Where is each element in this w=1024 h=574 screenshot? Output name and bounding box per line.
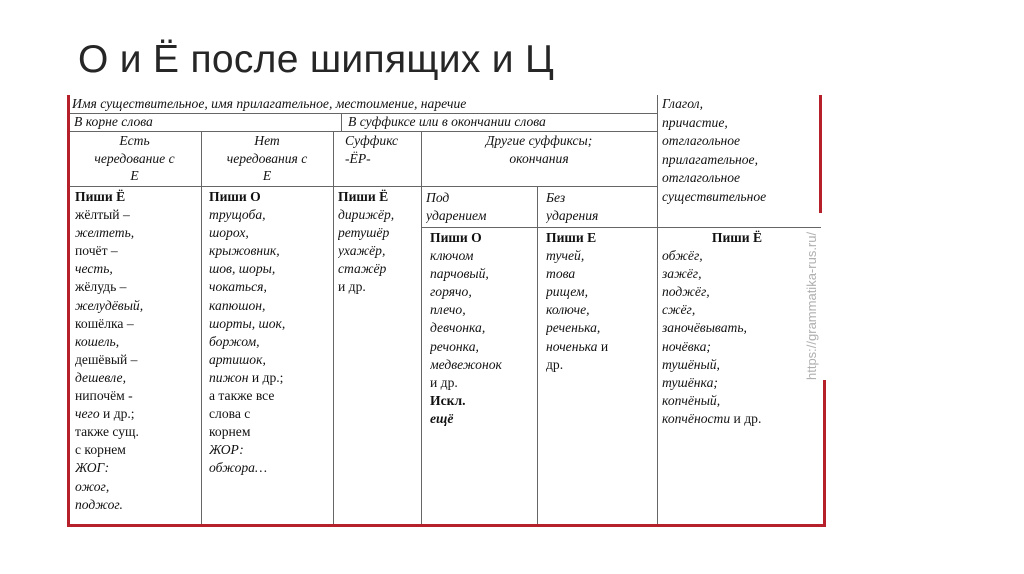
word-line	[430, 338, 537, 356]
grid-line	[333, 131, 334, 525]
word-line	[75, 188, 200, 206]
word-text: дешёвый –	[75, 351, 138, 367]
word-text: ноченька	[546, 338, 598, 354]
word-text: трущоба,	[209, 207, 266, 223]
word-line	[75, 206, 200, 224]
word-text: речонка,	[430, 338, 479, 354]
word-line	[75, 260, 200, 278]
word-text: жёлудь –	[75, 279, 127, 295]
word-text: колюче,	[546, 302, 590, 318]
word-line	[75, 333, 200, 351]
word-text: пижон	[209, 369, 249, 385]
header-stressed: Под ударением	[426, 190, 487, 223]
word-text: девчонка,	[430, 320, 486, 336]
word-line	[338, 206, 421, 224]
word-line	[662, 410, 812, 428]
grid-line	[201, 131, 202, 525]
header-suffix-ending: В суффиксе или в окончании слова	[348, 114, 546, 129]
word-line	[75, 405, 200, 423]
grid-line	[68, 131, 657, 132]
word-line	[75, 278, 200, 296]
red-border-bottom	[67, 524, 826, 527]
word-line	[338, 260, 421, 278]
word-text: шорты, шок,	[209, 315, 286, 331]
word-text: Пиши Ё	[75, 189, 126, 204]
word-text: ночёвка;	[662, 338, 711, 354]
word-line	[209, 242, 333, 260]
column-unstressed-e	[546, 229, 656, 374]
grid-line	[341, 113, 342, 131]
word-text: поджёг,	[662, 284, 710, 300]
word-text: др.	[546, 356, 564, 372]
word-line	[75, 315, 200, 333]
word-line	[430, 374, 537, 392]
word-text: чокаться,	[209, 279, 267, 295]
word-line	[209, 297, 333, 315]
word-line	[662, 247, 812, 265]
header-noun-adj: Имя существительное, имя прилагательное, местоимение, наречие	[72, 96, 467, 111]
header-no-alternation: Нет чередования с Е	[226, 133, 308, 183]
grid-line	[68, 113, 657, 114]
word-text: заночёвывать,	[662, 320, 747, 336]
word-text: кошёлка –	[75, 315, 134, 331]
word-line	[75, 496, 200, 514]
word-line	[209, 459, 333, 477]
word-text: слова с	[209, 406, 251, 422]
word-line	[209, 260, 333, 278]
word-line	[430, 229, 537, 247]
word-text: Пиши Ё	[711, 230, 763, 245]
grid-line	[537, 186, 538, 525]
word-text: тушёнка;	[662, 374, 718, 390]
word-text: также сущ.	[75, 424, 139, 440]
word-line	[209, 188, 333, 206]
word-text: почёт –	[75, 243, 118, 259]
red-border-left	[67, 95, 70, 527]
red-border-right-bottom	[823, 380, 826, 527]
word-text: шорох,	[209, 225, 249, 241]
word-line	[546, 247, 656, 265]
word-text: и др.	[730, 410, 762, 426]
word-line	[338, 224, 421, 242]
word-line	[209, 315, 333, 333]
word-line	[209, 423, 333, 441]
word-line	[75, 242, 200, 260]
word-line	[546, 265, 656, 283]
word-text: тучей,	[546, 248, 585, 264]
word-text: ретушёр	[338, 225, 390, 241]
word-text: обжёг,	[662, 248, 703, 264]
word-line	[430, 301, 537, 319]
word-text: Пиши Е	[546, 230, 597, 245]
word-line	[209, 224, 333, 242]
word-text: боржом,	[209, 333, 260, 349]
word-line	[209, 206, 333, 224]
header-other-suffixes: Другие суффиксы; окончания	[485, 133, 593, 166]
word-line	[209, 387, 333, 405]
word-text: нипочём -	[75, 388, 133, 404]
column-alternation-e	[75, 188, 200, 514]
word-text: и др.;	[99, 406, 135, 422]
word-text: и др.	[338, 279, 366, 295]
word-line	[546, 338, 656, 356]
word-text: обжора…	[209, 460, 268, 476]
red-border-right-top	[819, 95, 822, 213]
word-text: ключом	[430, 248, 474, 264]
header-unstressed: Без ударения	[546, 190, 599, 223]
word-text: тушёный,	[662, 356, 720, 372]
word-line	[662, 319, 812, 337]
word-line	[209, 369, 333, 387]
word-text: и др.	[430, 374, 458, 390]
word-text: Пиши Ё	[338, 189, 389, 204]
word-text: честь,	[75, 261, 113, 277]
word-text: и др.;	[248, 369, 284, 385]
header-suffix-er: Суффикс -ЁР-	[345, 133, 399, 166]
word-text: ещё	[430, 410, 454, 426]
column-suffix-er	[338, 188, 421, 297]
word-line	[546, 319, 656, 337]
word-text: жёлтый –	[75, 207, 130, 223]
word-line	[75, 351, 200, 369]
word-line	[546, 356, 656, 374]
word-text: дешевле,	[75, 369, 126, 385]
word-line	[430, 392, 537, 410]
word-text: желудёвый,	[75, 297, 144, 313]
slide-title: О и Ё после шипящих и Ц	[78, 38, 555, 81]
word-line	[546, 229, 656, 247]
word-line	[75, 459, 200, 477]
grid-line	[68, 186, 657, 187]
word-line	[662, 229, 812, 247]
word-line	[430, 247, 537, 265]
word-line	[662, 392, 812, 410]
word-text: желтеть,	[75, 225, 135, 241]
column-no-alternation	[209, 188, 333, 478]
word-text: медвежонок	[430, 356, 502, 372]
word-line	[662, 338, 812, 356]
word-line	[209, 405, 333, 423]
word-text: копчёности	[662, 410, 731, 426]
word-text: зажёг,	[662, 266, 702, 282]
grid-line	[421, 131, 422, 525]
header-alternation: Есть чередование с Е	[94, 133, 175, 183]
word-line	[75, 297, 200, 315]
word-line	[662, 301, 812, 319]
word-line	[430, 265, 537, 283]
word-line	[430, 283, 537, 301]
header-verb-participle: Глагол, причастие, отглагольное прилагательное, отглагольное существительное	[662, 96, 767, 204]
word-line	[75, 387, 200, 405]
word-text: шов, шоры,	[209, 261, 276, 277]
header-root: В корне слова	[74, 114, 153, 129]
word-text: това	[546, 266, 576, 282]
grid-line	[657, 95, 658, 525]
word-text: крыжовник,	[209, 243, 280, 259]
word-line	[430, 356, 537, 374]
word-text: капюшон,	[209, 297, 266, 313]
word-text: Искл.	[430, 392, 466, 408]
word-text: с корнем	[75, 442, 126, 458]
word-text: дирижёр,	[338, 207, 395, 223]
word-line	[209, 441, 333, 459]
word-text: горячо,	[430, 284, 472, 300]
word-text: ухажёр,	[338, 243, 386, 259]
word-text: сжёг,	[662, 302, 696, 318]
column-verb-yo	[662, 229, 812, 428]
word-text: копчёный,	[662, 392, 721, 408]
word-line	[546, 301, 656, 319]
word-line	[662, 356, 812, 374]
word-line	[546, 283, 656, 301]
column-stressed-o	[430, 229, 537, 428]
source-watermark: https://grammatika-rus.ru/	[804, 231, 819, 380]
word-line	[430, 319, 537, 337]
word-text: кошель,	[75, 333, 120, 349]
word-text: чего	[75, 406, 100, 422]
word-text: ЖОР:	[209, 442, 244, 458]
word-text: ЖОГ:	[75, 460, 110, 476]
word-line	[209, 333, 333, 351]
word-line	[75, 441, 200, 459]
word-text: а также все	[209, 388, 275, 404]
word-line	[75, 224, 200, 242]
word-text: парчовый,	[430, 266, 489, 282]
word-line	[75, 369, 200, 387]
word-line	[430, 410, 537, 428]
word-text: реченька,	[546, 320, 601, 336]
word-text: Пиши О	[430, 230, 482, 245]
word-line	[662, 265, 812, 283]
word-text: стажёр	[338, 261, 387, 277]
word-line	[75, 423, 200, 441]
word-text: артишок,	[209, 351, 266, 367]
word-line	[338, 278, 421, 296]
word-line	[75, 478, 200, 496]
word-text: корнем	[209, 424, 251, 440]
word-text: ожог,	[75, 478, 110, 494]
word-line	[662, 283, 812, 301]
word-line	[338, 242, 421, 260]
word-line	[662, 374, 812, 392]
word-text: рищем,	[546, 284, 588, 300]
word-line	[209, 278, 333, 296]
word-line	[209, 351, 333, 369]
word-text: и	[597, 338, 609, 354]
word-text: поджог.	[75, 496, 123, 512]
grid-line	[421, 227, 821, 228]
word-text: плечо,	[430, 302, 466, 318]
word-text: Пиши О	[209, 189, 261, 204]
word-line	[338, 188, 421, 206]
